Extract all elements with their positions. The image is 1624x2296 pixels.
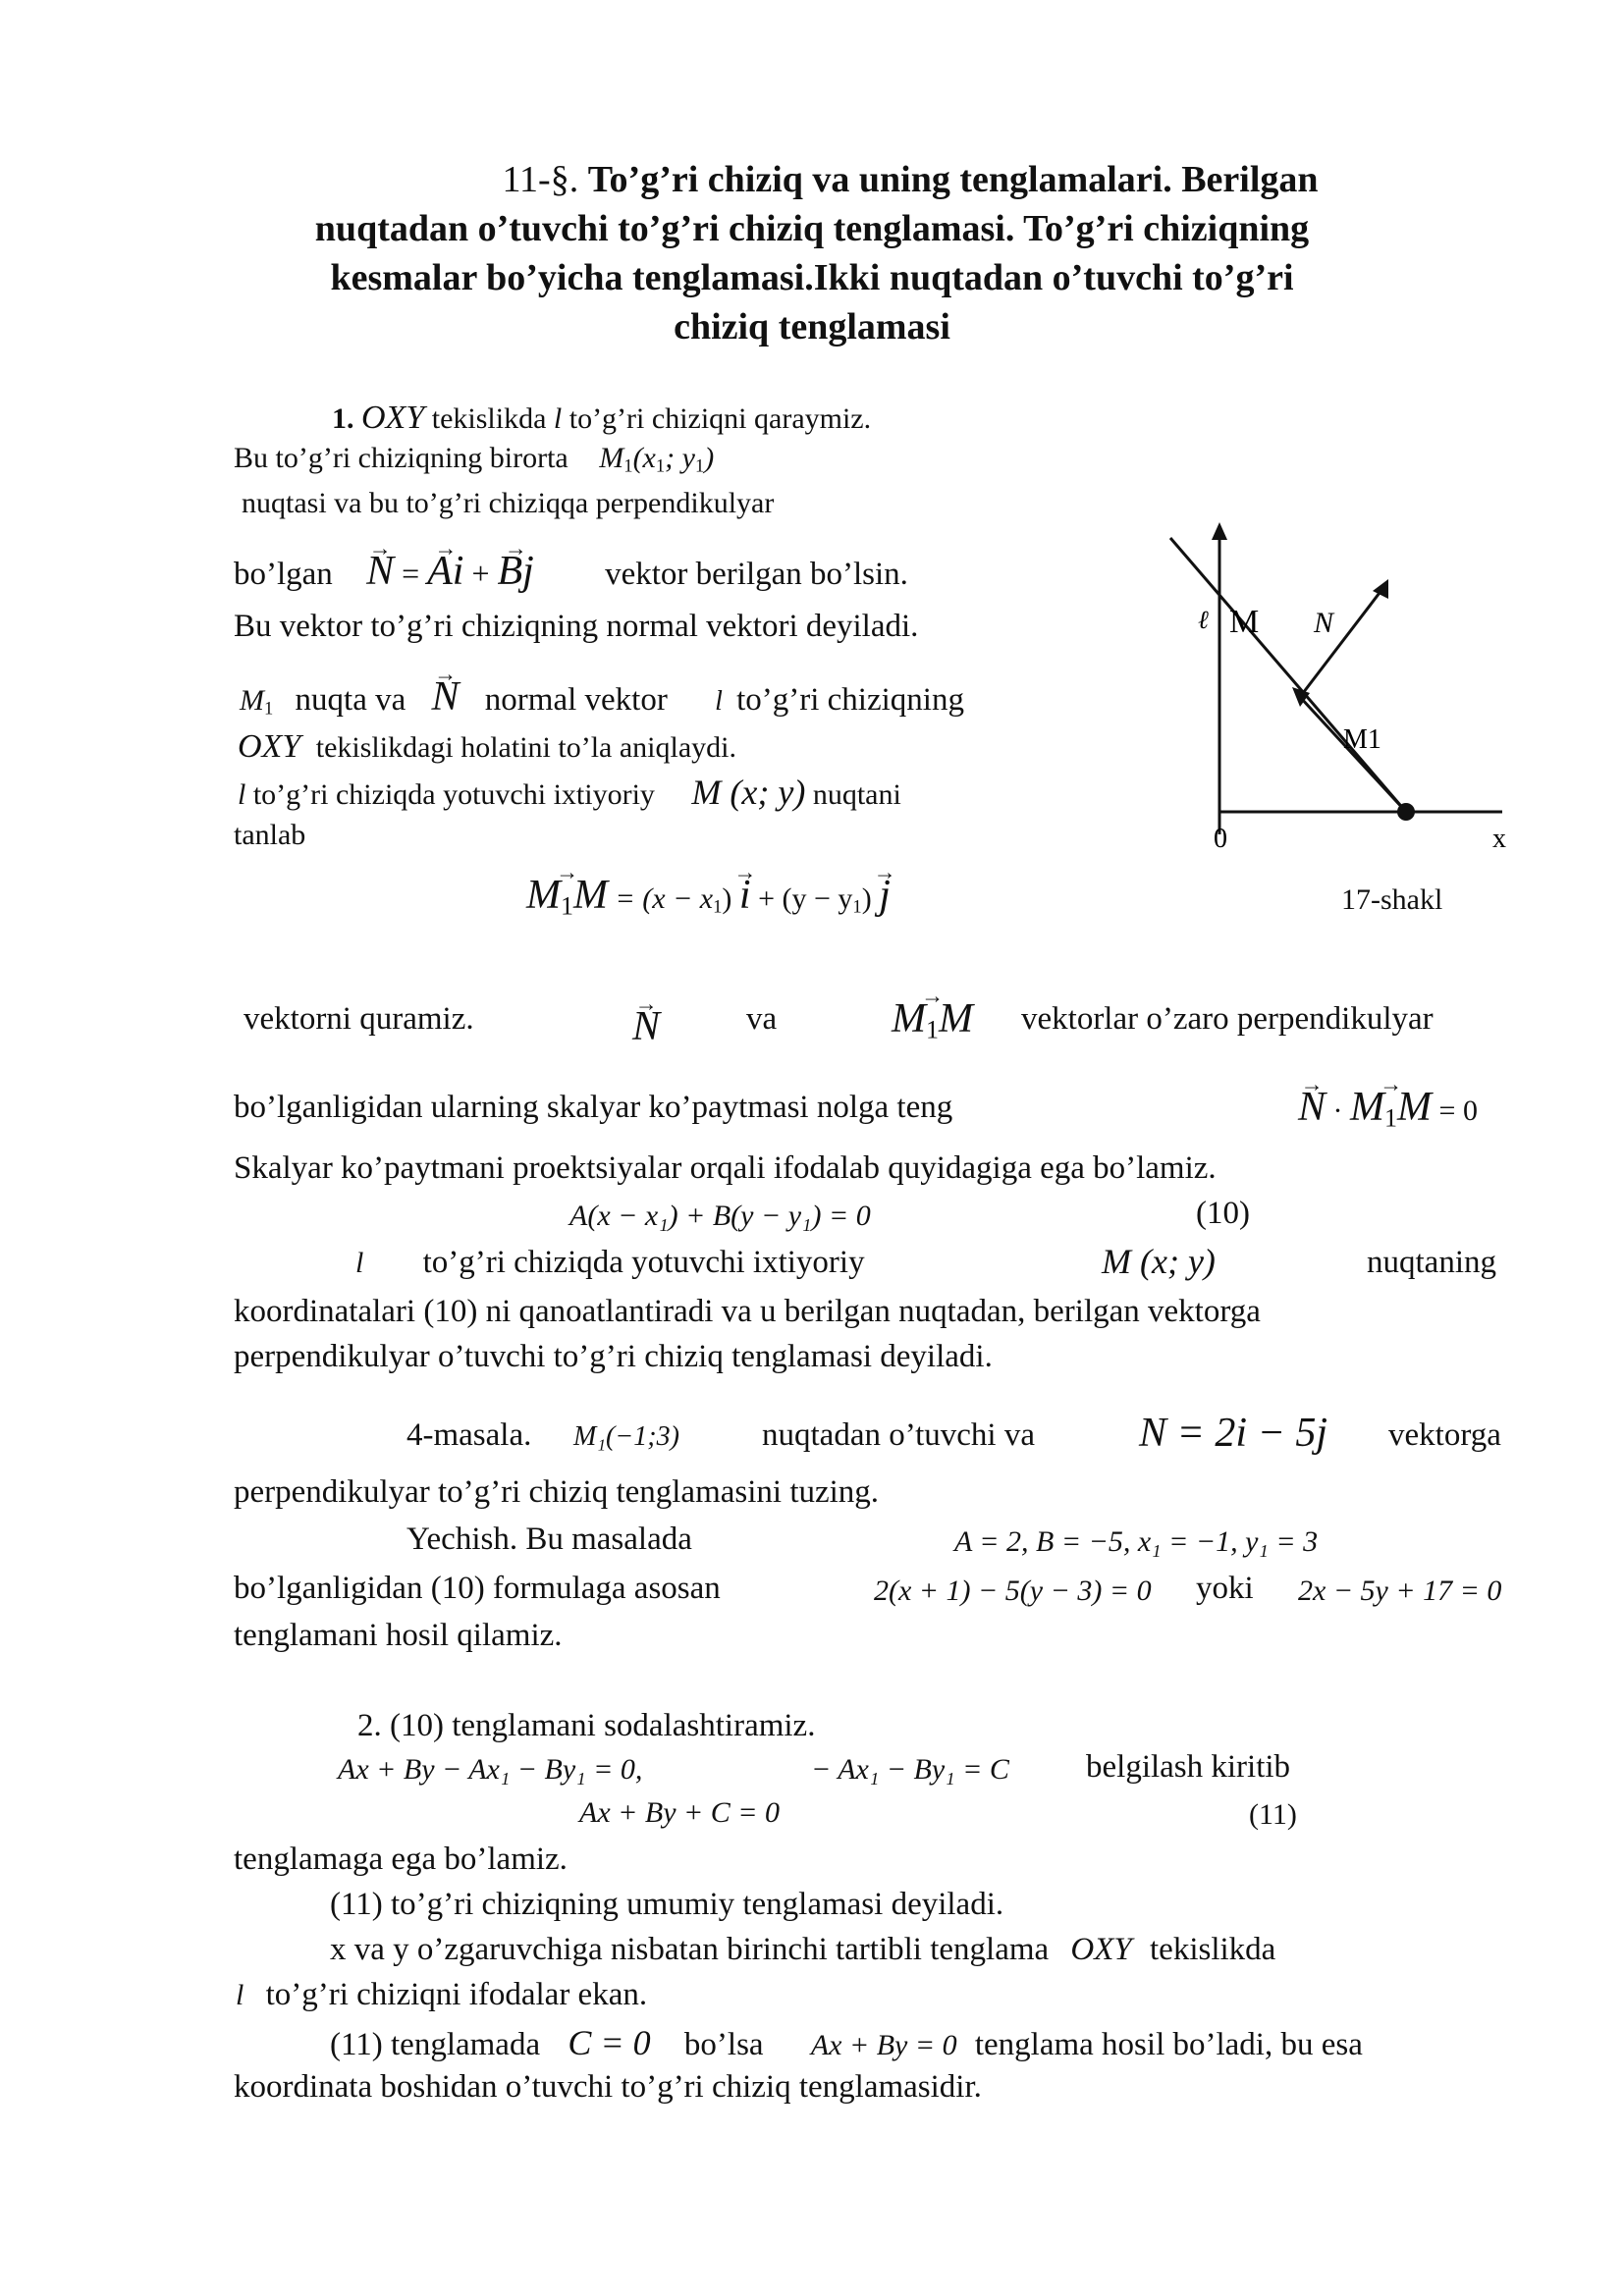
solution-eq-2: 2x − 5y + 17 = 0 — [1298, 1575, 1502, 1607]
section-number: 11-§. — [502, 159, 588, 200]
normal-vector-arrow-icon — [1373, 579, 1388, 599]
label-origin: 0 — [1214, 824, 1227, 854]
example-text-1: nuqtadan o’tuvchi va — [762, 1417, 1035, 1453]
p3-line1: 2. (10) tenglamani sodalashtiramiz. — [357, 1708, 816, 1743]
line-l — [1170, 538, 1406, 812]
p2-line1-a: vektorni quramiz. — [244, 1001, 474, 1037]
p2-line3: Skalyar ko’paytmani proektsiyalar orqali ifodalab quyidagiga ega bo’lamiz. — [234, 1150, 1217, 1186]
example-line-2: perpendikulyar to’g’ri chiziq tenglamasini tuzing. — [234, 1474, 880, 1510]
p2-va: va — [746, 1001, 778, 1037]
solution-line-3: tenglamani hosil qilamiz. — [234, 1618, 563, 1653]
text: tekislikda — [424, 402, 554, 435]
figure-caption: 17-shakl — [1341, 883, 1443, 916]
text: vektor berilgan bo’lsin. — [605, 557, 908, 592]
label-m: M — [1229, 604, 1260, 640]
oxy-symbol: OXY — [361, 400, 425, 436]
text: bo’lgan — [234, 557, 333, 592]
equation-11-number: (11) — [1249, 1798, 1297, 1831]
p2-line5: koordinatalari (10) ni qanoatlantiradi va u berilgan nuqtadan, berilgan vektorga — [234, 1294, 1261, 1329]
vector-m1m-formula: → $M_1M = (x - x_1) \to i + (y - y_1) \to j$ — [526, 872, 891, 922]
vector-m1m-symbol: → $M_1M$ — [892, 995, 973, 1045]
normal-vector-def: → N = → Ai + → Bj — [366, 549, 534, 594]
title-line-4: chiziq tenglamasi — [674, 306, 950, 347]
title-line-3: kesmalar bo’yicha tenglamasi.Ikki nuqtadan o’tuvchi to’g’ri — [330, 257, 1294, 298]
y-axis-arrow-icon — [1212, 522, 1227, 540]
p1-line6: $M_1$ nuqta va → N normal vektor l to’g’ri chiziqning — [240, 673, 964, 721]
p3-line8: koordinata boshidan o’tuvchi to’g’ri chiziq tenglamasidir. — [234, 2069, 982, 2105]
label-l: ℓ — [1198, 606, 1209, 635]
p1-line3: nuqtasi va bu to’g’ri chiziqqa perpendikulyar — [242, 487, 775, 519]
example-label: 4-masala. — [406, 1417, 532, 1453]
section-title — [0, 155, 1624, 351]
p3-line2-end: belgilash kiritib — [1086, 1749, 1291, 1785]
line-symbol: l — [553, 402, 563, 435]
p1-line2 — [234, 442, 714, 478]
p2-line1-b: vektorlar o’zaro perpendikulyar — [1021, 1001, 1434, 1037]
p1-line1 — [332, 400, 871, 437]
point-m1-dot — [1397, 803, 1415, 821]
p3-line4: (11) to’g’ri chiziqning umumiy tenglamasi deyiladi. — [330, 1887, 1004, 1922]
p2-line4-end: nuqtaning — [1367, 1245, 1496, 1280]
scalar-product-eq: → N · → $M_1M = 0$ — [1298, 1084, 1478, 1134]
label-m1: M1 — [1343, 724, 1381, 755]
text: to’g’ri chiziqni qaraymiz. — [562, 402, 872, 435]
solution-eq-1: 2(x + 1) − 5(y − 3) = 0 — [874, 1575, 1152, 1607]
equation-10: A(x − x₁) + B(y − y₁) = 0 — [569, 1200, 871, 1232]
example-vector: N = 2i − 5j — [1139, 1411, 1328, 1456]
point-m-xy: M (x; y) — [1102, 1242, 1216, 1281]
label-n: N — [1314, 607, 1334, 639]
label-x: x — [1492, 824, 1506, 854]
solution-label: Yechish. Bu masalada — [406, 1522, 692, 1557]
title-line-2: nuqtadan o’tuvchi to’g’ri chiziq tenglamasi. To’g’ri chiziqning — [314, 208, 1310, 249]
vector-n-symbol: → N — [632, 1003, 660, 1050]
p1-line5: Bu vektor to’g’ri chiziqning normal vektori deyiladi. — [234, 609, 919, 644]
example-text-2: vektorga — [1388, 1417, 1501, 1453]
p1-line7: OXY tekislikdagi holatini to’la aniqlaydi. — [238, 728, 736, 765]
equation-11: Ax + By + C = 0 — [579, 1796, 781, 1829]
p3-line6: l to’g’ri chiziqni ifodalar ekan. — [236, 1977, 648, 2012]
title-line-1: To’g’ri chiziq va uning tenglamalari. Berilgan — [587, 159, 1319, 200]
p3-eq-1: Ax + By − Ax₁ − By₁ = 0, — [338, 1753, 643, 1786]
p1-line8: l to’g’ri chiziqda yotuvchi ixtiyoriy M (x; y) nuqtani — [238, 773, 901, 812]
p3-line7: (11) tenglamada C = 0 bo’lsa Ax + By = 0 tenglama hosil bo’ladi, bu esa — [330, 2023, 1363, 2062]
p3-line3: tenglamaga ega bo’lamiz. — [234, 1842, 568, 1877]
item-number: 1. — [332, 402, 361, 435]
p1-line9: tanlab — [234, 819, 306, 851]
text: Bu to’g’ri chiziqning birorta — [234, 442, 568, 474]
p2-line2: bo’lganligidan ularning skalyar ko’paytmasi nolga teng — [234, 1090, 953, 1125]
p2-line6: perpendikulyar o’tuvchi to’g’ri chiziq tenglamasi deyiladi. — [234, 1339, 993, 1374]
normal-vector — [1300, 589, 1382, 697]
solution-values: A = 2, B = −5, x₁ = −1, y₁ = 3 — [954, 1525, 1319, 1558]
solution-line-2: bo’lganligidan (10) formulaga asosan — [234, 1571, 721, 1606]
solution-yoki: yoki — [1196, 1571, 1254, 1606]
point-m1: $M_1(x_1$; $y_1$) — [599, 442, 715, 477]
p3-eq-2: − Ax₁ − By₁ = C — [811, 1753, 1009, 1786]
example-point: M₁(−1;3) — [573, 1421, 679, 1452]
p2-line4: l to’g’ri chiziqda yotuvchi ixtiyoriy — [355, 1245, 865, 1280]
figure-17 — [1129, 501, 1522, 864]
equation-10-number: (10) — [1196, 1196, 1250, 1231]
p1-line4 — [234, 548, 908, 595]
p3-line5: x va y o’zgaruvchiga nisbatan birinchi tartibli tenglama OXY tekislikda — [330, 1932, 1276, 1967]
